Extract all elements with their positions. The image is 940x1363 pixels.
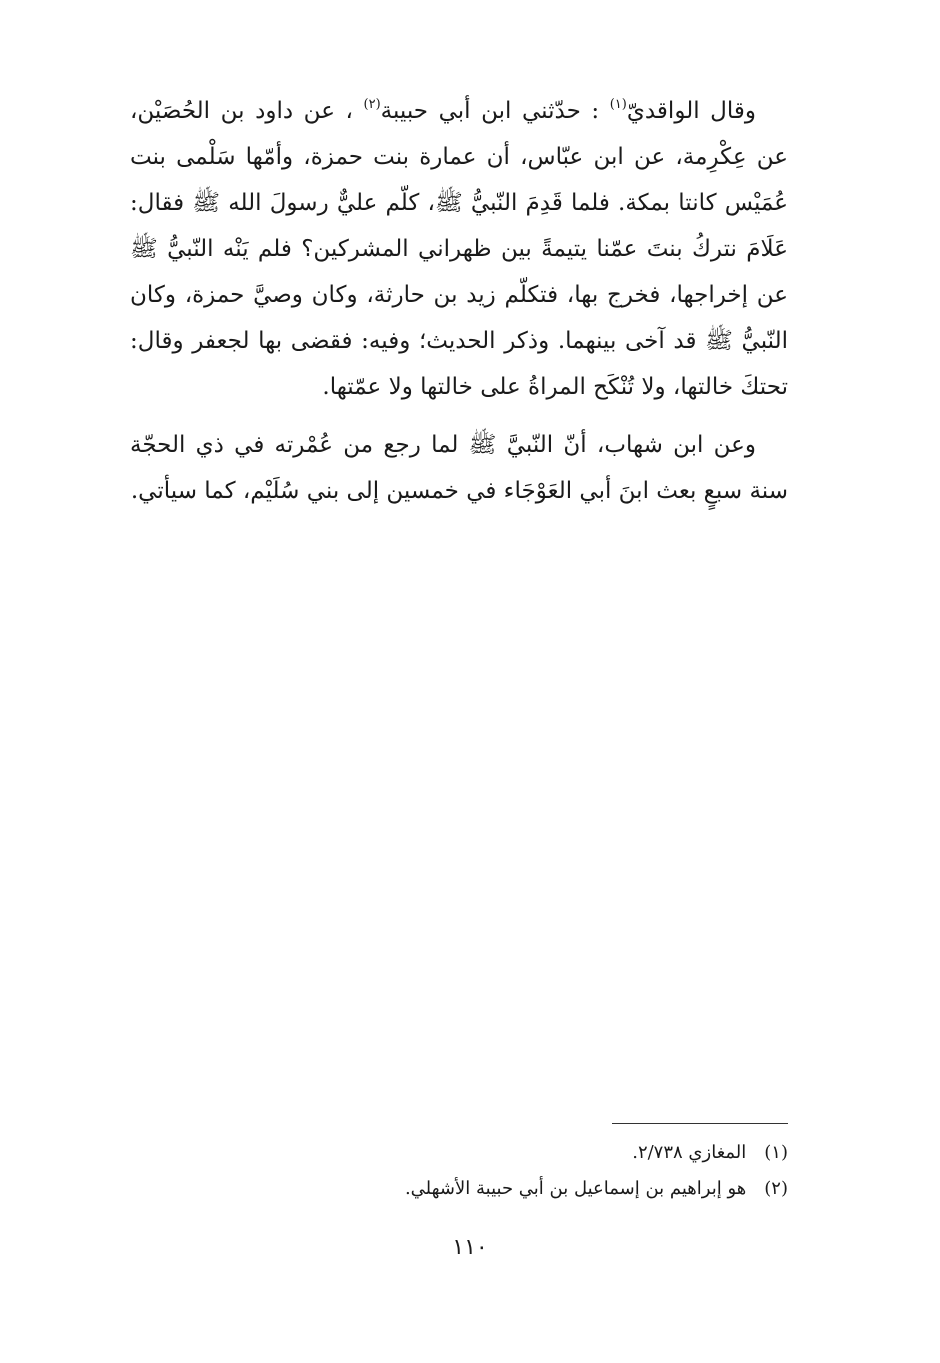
footnote-2 bbox=[300, 1171, 788, 1207]
footnote-text: المغازي ٢/٧٣٨. bbox=[632, 1142, 747, 1163]
paragraph-2: وعن ابن شهاب، أنّ النّبيَّ ﷺ لما رجع من عُمْرته في ذي الحجّة سنة سبعٍ بعث ابنَ أبي العَوْجَاء في خمسين إلى بني سُلَيْم، كما سيأتي. bbox=[130, 432, 788, 504]
main-text bbox=[130, 88, 788, 514]
footnote-text: هو إبراهيم بن إسماعيل بن أبي حبيبة الأشهلي. bbox=[404, 1178, 747, 1199]
footnote-divider bbox=[612, 1123, 788, 1124]
footnote-ref-2[interactable]: (٢) bbox=[363, 97, 381, 112]
page-number: ١١٠ bbox=[452, 1235, 488, 1260]
paragraph-1-body: ، عن داود بن الحُصَيْن، عن عِكْرِمة، عن ابن عبّاس، أن عمارة بنت حمزة، وأمّها سَلْمى بنت عُمَيْس كانتا بمكة. فلما قَدِمَ النّبيُّ ﷺ، كلّم عليٌّ رسولَ الله ﷺ فقال: عَلَامَ نتركُ بنتَ عمّنا يتيمةً بين ظهراني المشركين؟ فلم يَنْه النّبيُّ ﷺ عن إخراجها، فخرج بها، فتكلّم زيد بن حارثة، وكان وصيَّ حمزة، وكان النّبيُّ ﷺ قد آخى بينهما. وذكر الحديث؛ وفيه: فقضى بها لجعفر وقال: تحتكَ خالتها، ولا تُنْكَح المراةُ على خالتها ولا عمّتها. bbox=[130, 98, 788, 400]
footnotes bbox=[300, 1135, 788, 1207]
footnote-number: (١) bbox=[764, 1142, 788, 1163]
footnote-ref-1[interactable]: (١) bbox=[609, 97, 627, 112]
footnote-1 bbox=[300, 1135, 788, 1171]
paragraph-1 bbox=[130, 88, 788, 410]
paragraph-1-opening: وقال الواقديّ bbox=[626, 98, 756, 124]
footnote-number: (٢) bbox=[764, 1178, 788, 1199]
paragraph-1-middle: : حدّثني ابن أبي حبيبة bbox=[380, 98, 610, 124]
